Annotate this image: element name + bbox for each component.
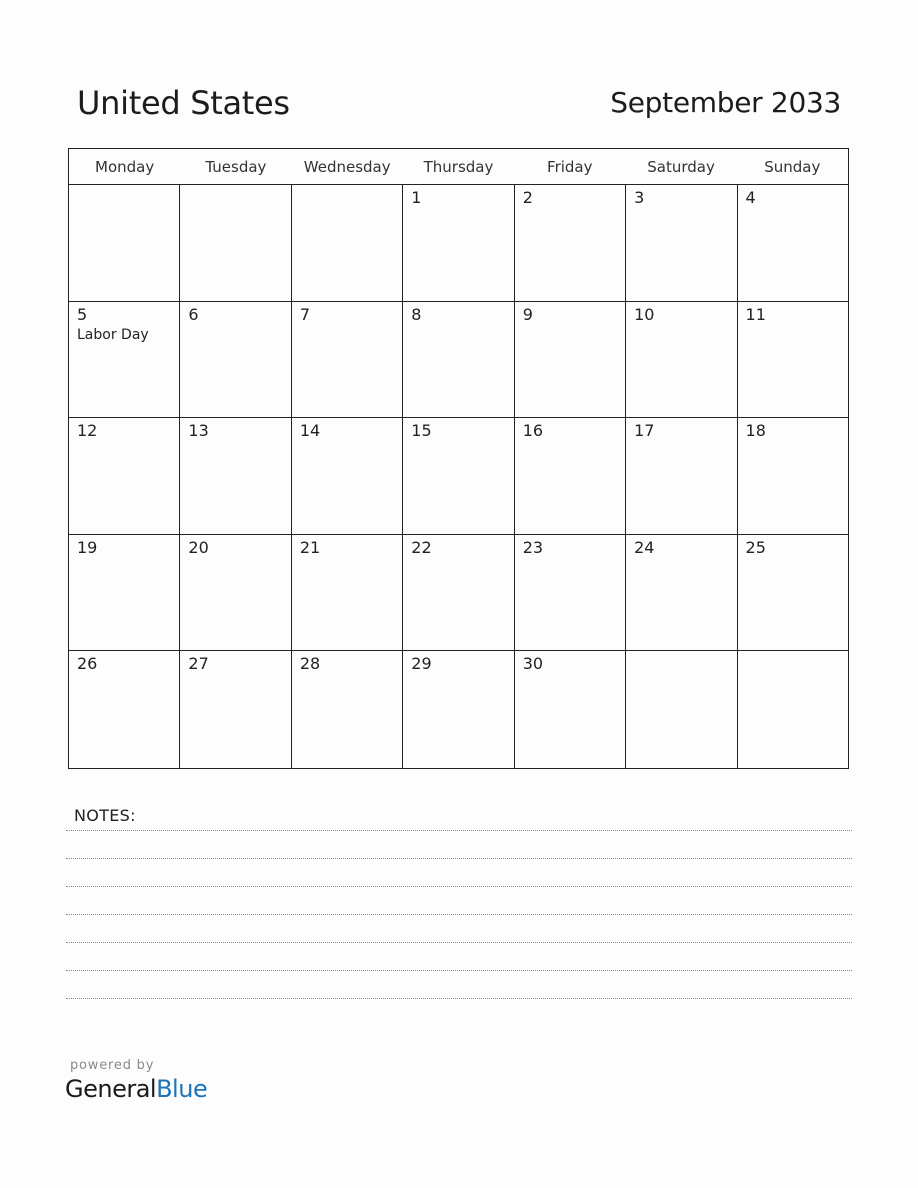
day-number: 23	[522, 537, 544, 557]
day-number: 4	[745, 188, 756, 207]
day-cell	[69, 535, 180, 651]
day-cell	[403, 535, 514, 651]
day-cell	[738, 418, 848, 534]
notes-line	[66, 858, 852, 859]
day-cell	[515, 535, 626, 651]
weekday-tuesday: Tuesday	[205, 158, 267, 176]
day-number: 11	[745, 304, 766, 324]
day-cell	[626, 535, 737, 651]
empty-day-cell	[69, 185, 180, 301]
weekday-sunday: Sunday	[764, 158, 821, 176]
day-cell	[403, 418, 514, 534]
day-cell	[738, 185, 848, 301]
day-number: 8	[411, 304, 422, 324]
day-cell	[69, 418, 180, 534]
weekday-thursday: Thursday	[423, 158, 494, 176]
day-cell	[292, 418, 403, 534]
day-number: 18	[745, 421, 766, 441]
week-row	[69, 651, 848, 768]
week-row	[69, 535, 848, 652]
day-cell	[738, 302, 848, 418]
week-row	[69, 185, 848, 302]
day-number: 3	[634, 188, 645, 207]
day-number: 25	[745, 537, 766, 557]
notes-line	[66, 942, 852, 943]
notes-line	[66, 970, 852, 971]
empty-day-cell	[292, 185, 403, 301]
country-title: United States	[77, 84, 290, 122]
notes-label: NOTES:	[74, 806, 136, 825]
day-cell	[626, 302, 737, 418]
week-row	[69, 418, 848, 535]
day-cell	[515, 302, 626, 418]
day-number: 20	[188, 537, 209, 557]
month-year-title: September 2033	[610, 86, 841, 119]
powered-by-text: powered by	[70, 1058, 155, 1073]
day-cell	[515, 418, 626, 534]
day-cell	[403, 302, 514, 418]
day-cell	[403, 651, 514, 768]
day-cell	[403, 185, 514, 301]
day-number: 5	[77, 304, 88, 324]
day-cell	[180, 418, 291, 534]
day-cell	[515, 185, 626, 301]
day-number: 24	[634, 537, 655, 557]
day-number: 28	[299, 654, 321, 674]
day-number: 19	[77, 537, 98, 557]
day-number: 2	[522, 188, 533, 207]
day-cell	[180, 651, 291, 768]
day-cell	[292, 651, 403, 768]
notes-line	[66, 914, 852, 915]
calendar-grid	[68, 148, 849, 769]
weekday-wednesday: Wednesday	[303, 158, 391, 176]
day-cell	[738, 535, 848, 651]
day-number: 13	[188, 421, 209, 441]
weekday-friday: Friday	[547, 158, 593, 176]
day-cell	[515, 651, 626, 768]
empty-day-cell	[180, 185, 291, 301]
day-number: 12	[77, 421, 98, 441]
day-number: 14	[299, 421, 321, 441]
day-number: 1	[411, 188, 422, 207]
day-cell	[292, 535, 403, 651]
day-number: 16	[522, 421, 544, 441]
day-number: 10	[634, 304, 655, 324]
holiday-label: Labor Day	[77, 326, 149, 343]
day-number: 21	[299, 537, 321, 557]
day-cell	[180, 535, 291, 651]
empty-day-cell	[738, 651, 848, 768]
day-cell	[626, 185, 737, 301]
day-cell	[180, 302, 291, 418]
day-number: 27	[188, 654, 209, 674]
brand-general: General	[65, 1075, 157, 1103]
weekday-monday: Monday	[95, 158, 155, 176]
notes-line	[66, 886, 852, 887]
day-number: 7	[299, 304, 311, 324]
day-number: 9	[522, 304, 533, 324]
day-cell	[69, 302, 180, 418]
weekday-header-row	[69, 149, 848, 185]
empty-day-cell	[626, 651, 737, 768]
day-cell	[69, 651, 180, 768]
day-number: 17	[634, 421, 655, 441]
week-row	[69, 302, 848, 419]
notes-line	[66, 830, 852, 831]
weekday-saturday: Saturday	[647, 158, 715, 176]
notes-line	[66, 998, 852, 999]
day-number: 6	[188, 304, 199, 324]
day-number: 22	[411, 537, 432, 557]
day-cell	[292, 302, 403, 418]
day-cell	[626, 418, 737, 534]
brand-blue: Blue	[156, 1075, 208, 1103]
day-number: 30	[522, 654, 544, 674]
generalblue-logo	[65, 1075, 207, 1103]
day-number: 15	[411, 421, 432, 441]
day-number: 29	[411, 654, 432, 674]
day-number: 26	[77, 654, 98, 674]
